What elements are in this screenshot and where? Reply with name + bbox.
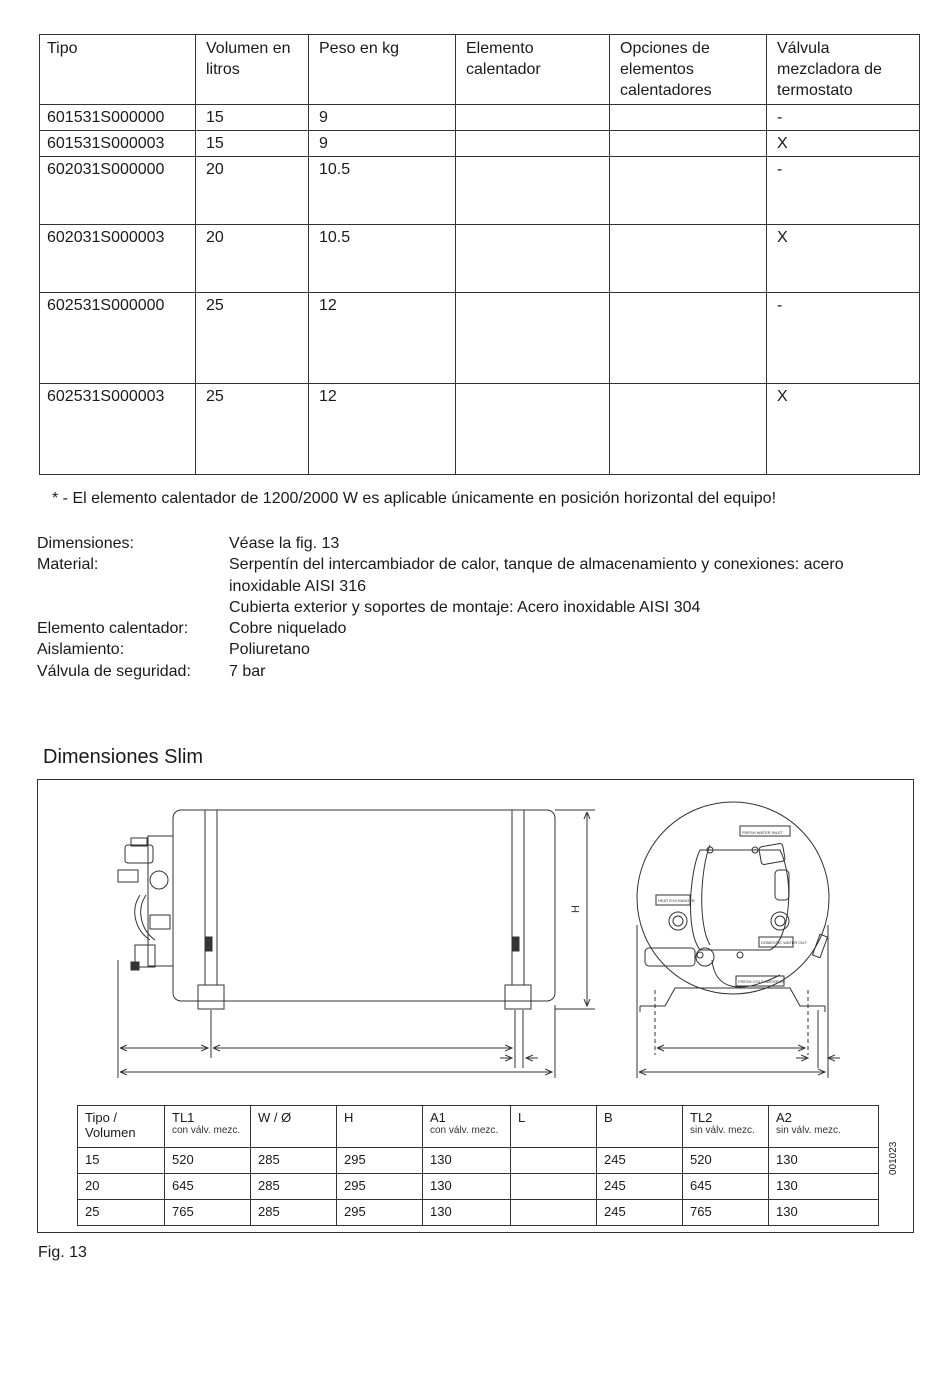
figure-caption: Fig. 13 bbox=[38, 1244, 87, 1261]
spec-header-cell: Tipo bbox=[40, 35, 196, 105]
dims-cell bbox=[511, 1200, 597, 1226]
dims-header-cell bbox=[511, 1106, 597, 1148]
table-row bbox=[78, 1200, 879, 1226]
property-value: Véase la fig. 13 bbox=[229, 535, 340, 552]
dims-cell: 520 bbox=[683, 1148, 769, 1174]
tiny-label: DOMESTIC WATER OUT bbox=[761, 940, 807, 945]
spec-cell: X bbox=[767, 131, 920, 157]
dims-cell: 130 bbox=[769, 1148, 879, 1174]
spec-header-cell: Opciones de elementos calentadores bbox=[610, 35, 767, 105]
dims-header-cell bbox=[597, 1106, 683, 1148]
dims-header-sub: con válv. mezc. bbox=[172, 1125, 241, 1136]
property-label: Válvula de seguridad: bbox=[37, 662, 191, 680]
dimension-label-h: H bbox=[570, 905, 582, 913]
dims-cell: 295 bbox=[337, 1148, 423, 1174]
dims-cell: 245 bbox=[597, 1174, 683, 1200]
dims-cell: 285 bbox=[251, 1148, 337, 1174]
spec-cell: 602031S000000 bbox=[40, 157, 196, 225]
dims-header-sub: con válv. mezc. bbox=[430, 1125, 499, 1136]
dims-cell: 295 bbox=[337, 1174, 423, 1200]
dims-header-row bbox=[78, 1106, 879, 1148]
dims-header-sub: sin válv. mezc. bbox=[776, 1125, 841, 1136]
dims-header-cell bbox=[683, 1106, 769, 1148]
dims-cell: 245 bbox=[597, 1148, 683, 1174]
dims-cell: 295 bbox=[337, 1200, 423, 1226]
dims-cell bbox=[511, 1148, 597, 1174]
spec-cell: 25 bbox=[196, 293, 309, 384]
dims-cell: 130 bbox=[423, 1174, 511, 1200]
spec-cell: X bbox=[767, 225, 920, 293]
valve-assembly bbox=[118, 836, 173, 970]
spec-header-cell: Volumen en litros bbox=[196, 35, 309, 105]
spec-header-cell: Elemento calentador bbox=[456, 35, 610, 105]
table-row bbox=[78, 1174, 879, 1200]
property-value: Cobre niquelado bbox=[229, 620, 347, 638]
dims-header-cell bbox=[423, 1106, 511, 1148]
property-label: Elemento calentador: bbox=[37, 620, 189, 638]
spec-header-cell: Peso en kg bbox=[309, 35, 456, 105]
pipe-left bbox=[205, 810, 217, 985]
dims-cell: 130 bbox=[423, 1200, 511, 1226]
dims-cell: 130 bbox=[769, 1200, 879, 1226]
pipe-right bbox=[512, 810, 524, 985]
dims-cell: 520 bbox=[165, 1148, 251, 1174]
dims-header-label: L bbox=[518, 1110, 526, 1125]
dims-cell: 20 bbox=[78, 1174, 165, 1200]
spec-cell: 10.5 bbox=[309, 225, 456, 293]
dims-header-sub: sin válv. mezc. bbox=[690, 1125, 755, 1136]
spec-cell: 25 bbox=[196, 384, 309, 475]
property-label: Material: bbox=[37, 556, 99, 574]
tiny-label: HEAT EXCHANGER bbox=[658, 898, 695, 903]
dims-header-label: TL1 bbox=[172, 1110, 195, 1125]
spec-cell: 12 bbox=[309, 293, 456, 384]
table-row bbox=[78, 1148, 879, 1174]
dims-header-cell bbox=[165, 1106, 251, 1148]
dims-cell: 245 bbox=[597, 1200, 683, 1226]
dims-header-label: Tipo / Volumen bbox=[85, 1110, 136, 1140]
dims-header-label: H bbox=[344, 1110, 354, 1125]
tiny-label: FRESH WATER INLET bbox=[742, 830, 784, 835]
dims-cell: 645 bbox=[683, 1174, 769, 1200]
spec-cell: 601531S000003 bbox=[40, 131, 196, 157]
spec-cell: 9 bbox=[309, 105, 456, 131]
dims-header-cell bbox=[769, 1106, 879, 1148]
property-value: Cubierta exterior y soportes de montaje: Acero inoxidable AISI 304 bbox=[229, 598, 701, 616]
dims-cell: 645 bbox=[165, 1174, 251, 1200]
dims-cell: 25 bbox=[78, 1200, 165, 1226]
spec-cell: - bbox=[767, 293, 920, 384]
dims-cell: 765 bbox=[165, 1200, 251, 1226]
dims-header-cell bbox=[251, 1106, 337, 1148]
dims-cell: 130 bbox=[769, 1174, 879, 1200]
spec-cell: 602031S000003 bbox=[40, 225, 196, 293]
spec-cell: - bbox=[767, 157, 920, 225]
property-label: Dimensiones: bbox=[37, 535, 134, 552]
dims-cell: 15 bbox=[78, 1148, 165, 1174]
dims-header-label: A2 bbox=[776, 1110, 792, 1125]
dims-cell: 130 bbox=[423, 1148, 511, 1174]
tiny-label: FRESH COLD WATER IN bbox=[738, 979, 785, 984]
dims-cell: 285 bbox=[251, 1200, 337, 1226]
section-title: Dimensiones Slim bbox=[43, 746, 204, 768]
property-value: 7 bar bbox=[229, 662, 266, 680]
property-label: Aislamiento: bbox=[37, 641, 125, 659]
dims-header-label: TL2 bbox=[690, 1110, 713, 1125]
spec-cell: 15 bbox=[196, 105, 309, 131]
spec-cell: X bbox=[767, 384, 920, 475]
spec-cell: 9 bbox=[309, 131, 456, 157]
spec-cell: 20 bbox=[196, 157, 309, 225]
tank-side-view bbox=[173, 810, 555, 1001]
spec-cell: 12 bbox=[309, 384, 456, 475]
dims-header-cell bbox=[337, 1106, 423, 1148]
spec-cell: 602531S000003 bbox=[40, 384, 196, 475]
dims-cell: 765 bbox=[683, 1200, 769, 1226]
dims-header-cell bbox=[78, 1106, 165, 1148]
dims-cell: 285 bbox=[251, 1174, 337, 1200]
spec-cell: 601531S000000 bbox=[40, 105, 196, 131]
dims-cell bbox=[511, 1174, 597, 1200]
figure-code: 001023 bbox=[888, 1141, 899, 1175]
spec-header-cell: Válvula mezcladora de termostato bbox=[767, 35, 920, 105]
property-value: Serpentín del intercambiador de calor, tanque de almacenamiento y conexiones: acero inoxidable AISI 316 bbox=[229, 556, 844, 595]
spec-cell: 602531S000000 bbox=[40, 293, 196, 384]
spec-cell: 15 bbox=[196, 131, 309, 157]
dims-header-label: A1 bbox=[430, 1110, 446, 1125]
footnote: * - El elemento calentador de 1200/2000 W es aplicable únicamente en posición horizontal del equipo! bbox=[52, 490, 777, 507]
dims-header-label: W / Ø bbox=[258, 1110, 292, 1125]
bracket-right bbox=[505, 985, 531, 1009]
bracket-left bbox=[198, 985, 224, 1009]
spec-cell: - bbox=[767, 105, 920, 131]
spec-cell: 10.5 bbox=[309, 157, 456, 225]
dims-header-label: B bbox=[604, 1110, 613, 1125]
spec-cell: 20 bbox=[196, 225, 309, 293]
property-value: Poliuretano bbox=[229, 641, 310, 659]
dimensions-table bbox=[77, 1105, 879, 1226]
